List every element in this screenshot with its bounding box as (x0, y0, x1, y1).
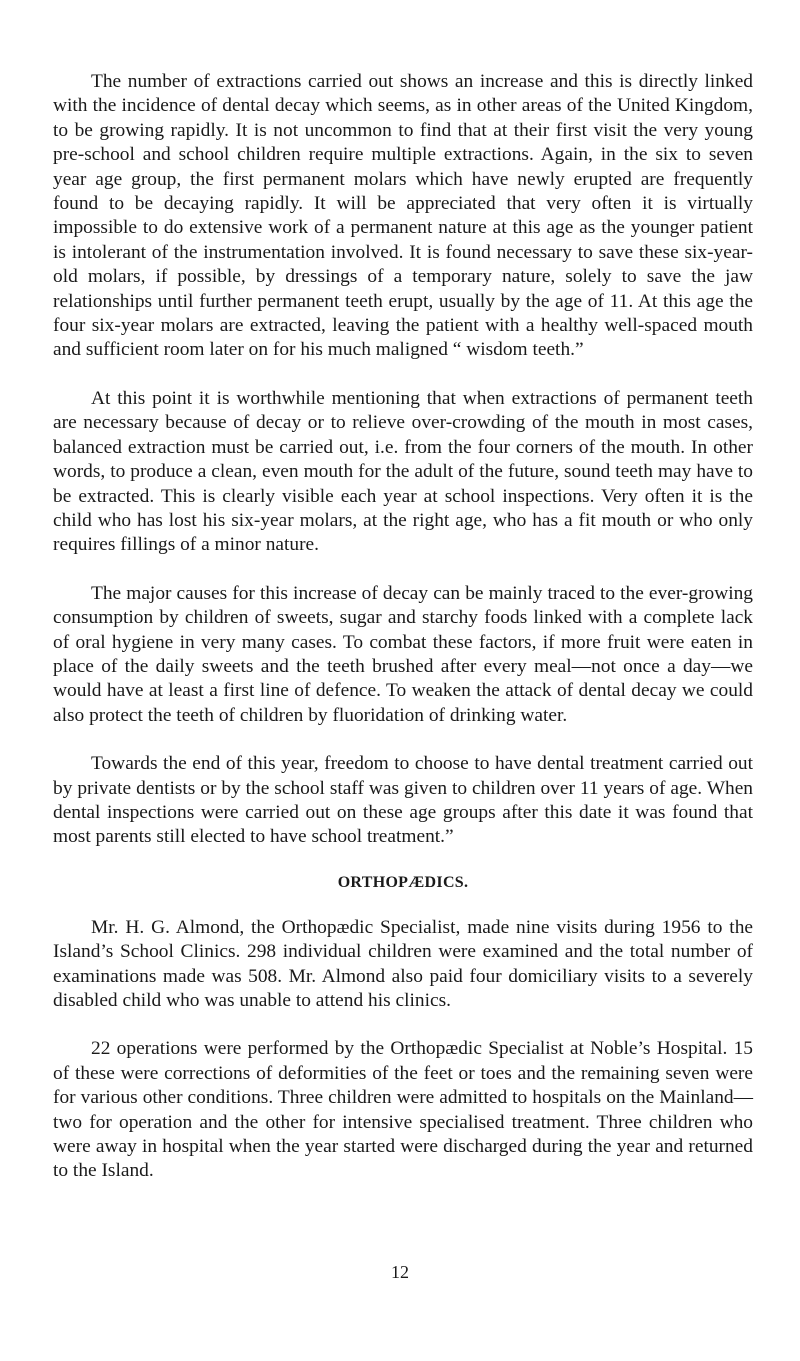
page-number: 12 (391, 1262, 409, 1282)
paragraph-specialist-visits: Mr. H. G. Almond, the Orthopædic Specialist, made nine visits during 1956 to the Island’s School Clinics. 298 individual children were examined and the total number of examinations made was 508. Mr. Almond also paid four domiciliary visits to a severely disabled child who was unable to attend his clinics. (53, 916, 753, 1011)
paragraph-balanced-extraction: At this point it is worthwhile mentioning that when extractions of permanent teeth are necessary because of decay or to relieve over-crowding of the mouth in most cases, balanced extraction must be carried out, i.e. from the four corners of the mouth. In other words, to produce a clean, even mouth for the adult of the future, sound teeth may have to be extracted. This is clearly visible each year at school inspections. Very often it is the child who has lost his six-year molars, at the right age, who has a fit mouth or who only requires fillings of a minor nature. (53, 387, 753, 556)
paragraph-causes-of-decay: The major causes for this increase of decay can be mainly traced to the ever-growing consumption by children of sweets, sugar and starchy foods linked with a complete lack of oral hygiene in very many cases. To combat these factors, if more fruit were eaten in place of the daily sweets and the teeth brushed after every meal—not once a day—we would have at least a first line of defence. To weaken the attack of dental decay we could also protect the teeth of children by fluoridation of drinking water. (53, 582, 753, 726)
document-page (53, 70, 753, 1208)
paragraph-freedom-to-choose: Towards the end of this year, freedom to choose to have dental treatment carried out by private dentists or by the school staff was given to children over 11 years of age. When dental inspections were carried out on these age groups after this date it was found that most parents still elected to have school treatment.” (53, 753, 753, 848)
paragraph-extractions: The number of extractions carried out shows an increase and this is directly linked with the incidence of dental decay which seems, as in other areas of the United Kingdom, to be growing rapidly. It is not uncommon to find that at their first visit the very young pre-school and school children require multiple extractions. Again, in the six to seven year age group, the first permanent molars which have newly erupted are frequently found to be decaying rapidly. It will be appreciated that very often it is virtually impossible to do extensive work of a permanent nature at this age as the younger patient is intolerant of the instrumentation involved. It is found necessary to save these six-year-old molars, if possible, by dressings of a temporary nature, solely to save the jaw relationships until further permanent teeth erupt, usually by the age of 11. At this age the four six-year molars are extracted, leaving the patient with a healthy well-spaced mouth and sufficient room later on for his much maligned “ wisdom teeth.” (53, 71, 753, 361)
section-heading-orthopaedics: ORTHOPÆDICS. (337, 873, 469, 891)
paragraph-operations: 22 operations were performed by the Orthopædic Specialist at Noble’s Hospital. 15 of these were corrections of deformities of the feet or toes and the remaining seven were for various other conditions. Three children were admitted to hospitals on the Mainland—two for operation and the other for intensive specialised treatment. Three children who were away in hospital when the year started were discharged during the year and returned to the Island. (53, 1038, 753, 1182)
